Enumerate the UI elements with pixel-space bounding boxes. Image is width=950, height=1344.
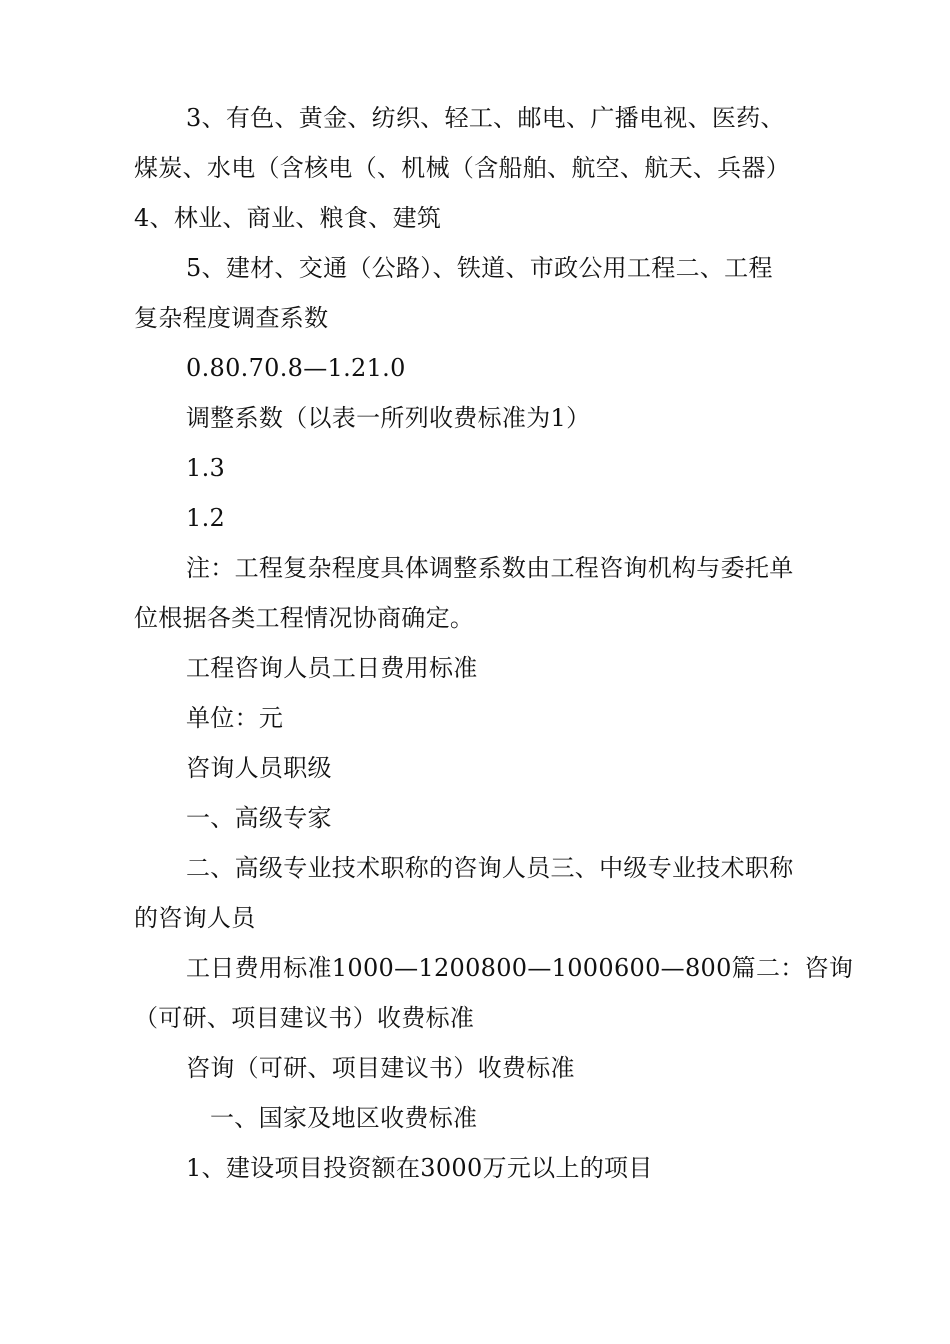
text-line: 1.3 bbox=[186, 454, 226, 482]
text-line: 5、建材、交通（公路）、铁道、市政公用工程二、工程 bbox=[186, 254, 773, 282]
text-line: 复杂程度调查系数 bbox=[134, 304, 329, 332]
text-line: 1、建设项目投资额在3000万元以上的项目 bbox=[186, 1154, 653, 1182]
text-line: 煤炭、水电（含核电（、机械（含船舶、航空、航天、兵器） bbox=[134, 154, 791, 182]
text-line: 工日费用标准1000—1200800—1000600—800篇二：咨询 bbox=[186, 954, 854, 982]
text-line: 咨询人员职级 bbox=[186, 754, 332, 782]
text-line: 二、高级专业技术职称的咨询人员三、中级专业技术职称 bbox=[186, 854, 794, 882]
text-line: 3、有色、黄金、纺织、轻工、邮电、广播电视、医药、 bbox=[186, 104, 785, 132]
text-line: 咨询（可研、项目建议书）收费标准 bbox=[186, 1054, 575, 1082]
text-line: （可研、项目建议书）收费标准 bbox=[134, 1004, 475, 1032]
text-line: 位根据各类工程情况协商确定。 bbox=[134, 604, 475, 632]
text-line: 一、国家及地区收费标准 bbox=[210, 1104, 478, 1132]
text-line: 1.2 bbox=[186, 504, 226, 532]
text-line: 单位：元 bbox=[186, 704, 284, 732]
text-line: 0.80.70.8—1.21.0 bbox=[186, 354, 406, 382]
text-line: 4、林业、商业、粮食、建筑 bbox=[134, 204, 442, 232]
text-line: 的咨询人员 bbox=[134, 904, 256, 932]
text-line: 注：工程复杂程度具体调整系数由工程咨询机构与委托单 bbox=[186, 554, 794, 582]
text-line: 一、高级专家 bbox=[186, 804, 332, 832]
text-line: 调整系数（以表一所列收费标准为1） bbox=[186, 404, 591, 432]
text-line: 工程咨询人员工日费用标准 bbox=[186, 654, 478, 682]
